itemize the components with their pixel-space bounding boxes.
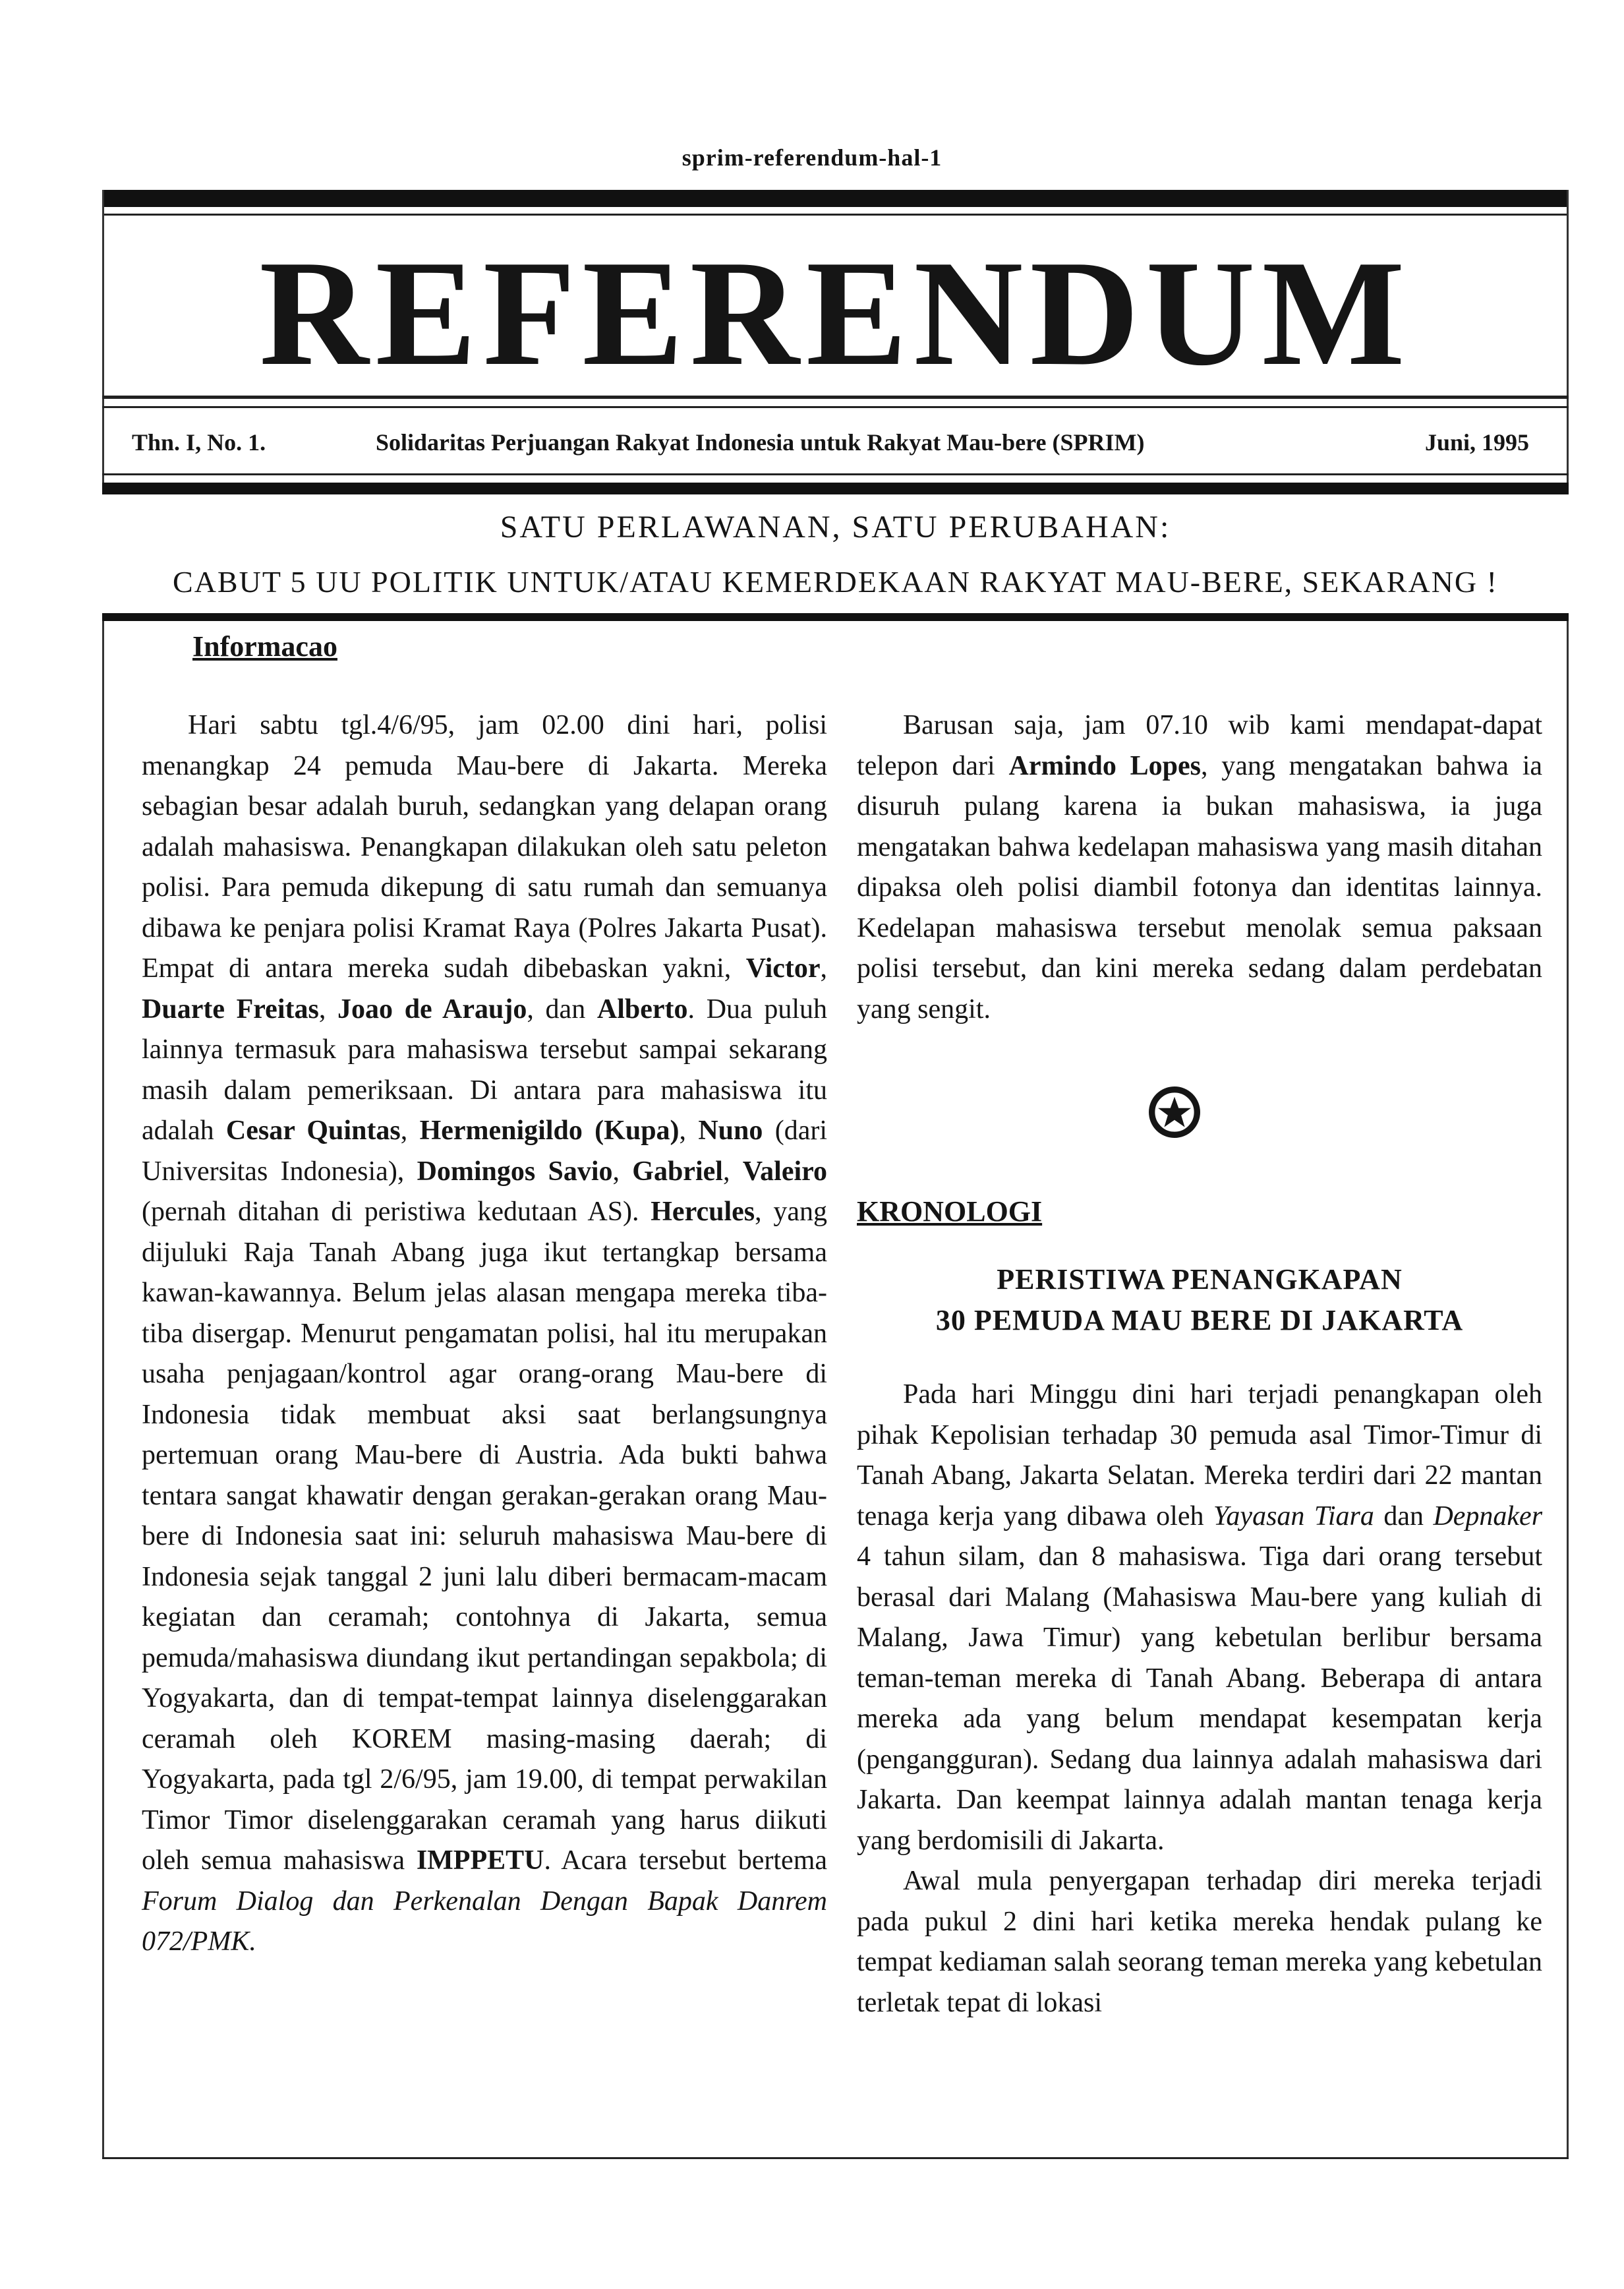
name-armindo-lopes: Armindo Lopes — [1008, 750, 1201, 781]
org-yayasan-tiara: Yayasan Tiara — [1213, 1501, 1374, 1531]
right-column — [857, 705, 1542, 1030]
body-right-line — [1567, 621, 1569, 2157]
top-thin-rule — [102, 214, 1569, 216]
kronologi-title: KRONOLOGI — [857, 1195, 1043, 1228]
bottom-rule — [102, 2157, 1569, 2159]
informacao-paragraph-2 — [857, 705, 1542, 1030]
masthead-bottom-rule-2 — [102, 406, 1569, 408]
issue-thick-rule — [102, 483, 1569, 494]
text-run: (dari Universitas Indonesia), — [142, 1115, 827, 1187]
text-run: , yang dijuluki Raja Tanah Abang juga ikut tertangkap bersama kawan-kawannya. Belum jelas alasan mengapa mereka tiba-tiba disergap. Menurut pengamatan polisi, hal itu merupakan usaha penjagaan/kontrol agar orang-orang Mau-bere di Indonesia tidak membuat aksi saat berlangsungnya pertemuan orang Mau-bere di Austria. Ada bukti bahwa tentara sangat khawatir dengan gerakan-gerakan orang Mau-bere di Indonesia saat ini: seluruh mahasiswa Mau-bere di Indonesia sejak tanggal 2 juni lalu diberi bermacam-macam kegiatan dan ceramah; contohnya di Jakarta, semua pemuda/mahasiswa diundang ikut pertandingan sepakbola; di Yogyakarta, dan di tempat-tempat lainnya diselenggarakan ceramah oleh KOREM masing-masing daerah; di Yogyakarta, pada tgl 2/6/95, jam 19.00, di tempat perwakilan Timor Timor diselenggarakan ceramah yang harus diikuti oleh semua mahasiswa — [142, 1197, 827, 1876]
body-left-line — [102, 621, 104, 2157]
name-valeiro: Valeiro — [742, 1156, 828, 1187]
informacao-title: Informacao — [192, 630, 337, 663]
text-run: . Dua puluh lainnya termasuk para mahasiswa tersebut sampai sekarang masih dalam pemeriksaan. Di antara para mahasiswa itu adalah — [142, 994, 828, 1146]
headline-bottom-rule — [102, 613, 1569, 621]
star-in-circle-icon — [1149, 1086, 1200, 1138]
issue-bottom-rule — [102, 473, 1569, 475]
masthead-title: REFERENDUM — [259, 229, 1412, 397]
name-victor: Victor — [745, 953, 821, 984]
kronologi-heading-line-1: PERISTIWA PENANGKAPAN — [997, 1263, 1403, 1295]
text-run: , yang mengatakan bahwa ia disuruh pulang karena ia bukan mahasiswa, ia juga mengatakan bahwa kedelapan mahasiswa yang masih ditahan dipaksa oleh polisi diambil fotonya dan identitas lainnya. Kedelapan mahasiswa tersebut menolak semua paksaan polisi tersebut, dan kini mereka sedang dalam perdebatan yang sengit. — [857, 750, 1543, 1025]
issue-info-row — [132, 429, 1529, 461]
headline-line-2: CABUT 5 UU POLITIK UNTUK/ATAU KEMERDEKAAN RAKYAT MAU-BERE, SEKARANG ! — [173, 565, 1498, 599]
left-column — [142, 705, 827, 1963]
name-cesar-quintas: Cesar Quintas — [225, 1115, 401, 1146]
name-nuno: Nuno — [698, 1115, 763, 1146]
kronologi-heading — [857, 1259, 1542, 1341]
text-run: (pernah ditahan di peristiwa kedutaan AS). — [142, 1197, 639, 1227]
publisher-name: Solidaritas Perjuangan Rakyat Indonesia untuk Rakyat Mau-bere (SPRIM) — [376, 429, 1145, 456]
kronologi-paragraph-2: Awal mula penyergapan terhadap diri mereka terjadi pada pukul 2 dini hari ketika mereka hendak pulang ke tempat kediaman salah seorang teman mereka yang kebetulan terletak tepat di lokasi — [857, 1866, 1542, 2018]
text-run: dan — [1383, 1501, 1424, 1531]
kronologi-heading-line-2: 30 PEMUDA MAU BERE DI JAKARTA — [935, 1304, 1464, 1336]
text-run: , dan — [527, 994, 586, 1025]
issue-date: Juni, 1995 — [1424, 429, 1529, 456]
issue-number: Thn. I, No. 1. — [132, 429, 266, 456]
text-run: Hari sabtu tgl.4/6/95, jam 02.00 dini hari, polisi menangkap 24 pemuda Mau-bere di Jakarta. Mereka sebagian besar adalah buruh, sedangkan yang delapan orang adalah mahasiswa. Penangkapan dilakukan oleh satu peleton polisi. Para pemuda dikepung di satu rumah dan semuanya dibawa ke penjara polisi Kramat Raya (Polres Jakarta Pusat). Empat di antara mereka sudah dibebaskan yakni, — [142, 710, 827, 984]
text-run: Barusan saja, jam 07.10 wib kami mendapat-dapat telepon dari — [857, 710, 1542, 781]
event-theme: Forum Dialog dan Perkenalan Dengan Bapak Danrem 072/PMK. — [142, 1886, 827, 1957]
name-gabriel: Gabriel — [632, 1156, 723, 1187]
name-hercules: Hercules — [651, 1197, 755, 1227]
headline-line-1: SATU PERLAWANAN, SATU PERUBAHAN: — [500, 510, 1171, 545]
informacao-paragraph-1: Hari sabtu tgl.4/6/95, jam 02.00 dini hari, polisi menangkap 24 pemuda Mau-bere di Jakarta. Mereka sebagian besar adalah buruh, sedangkan yang delapan orang adalah mahasiswa. Penangkapan dilakukan oleh satu peleton polisi. Para pemuda dikepung di satu rumah dan semuanya dibawa ke penjara polisi Kramat Raya (Polres Jakarta Pusat). Empat di antara mereka sudah dibebaskan yakni, Victor, Duarte Freitas, Joao de Araujo, dan Alberto. Dua puluh lainnya termasuk para mahasiswa tersebut sampai sekarang masih dalam pemeriksaan. Di antara para mahasiswa itu adalah Cesar Quintas, Hermenigildo (Kupa), Nuno (dari Universitas Indonesia), Domingos Savio, Gabriel, Valeiro (pernah ditahan di peristiwa kedutaan AS). Hercules, yang dijuluki Raja Tanah Abang juga ikut tertangkap bersama kawan-kawannya. Belum jelas alasan mengapa mereka tiba-tiba disergap. Menurut pengamatan polisi, hal itu merupakan usaha penjagaan/kontrol agar orang-orang Mau-bere di Indonesia tidak membuat aksi saat berlangsungnya pertemuan orang Mau-bere di Austria. Ada bukti bahwa tentara sangat khawatir dengan gerakan-gerakan orang Mau-bere di Indonesia saat ini: seluruh mahasiswa Mau-bere di Indonesia sejak tanggal 2 juni lalu diberi bermacam-macam kegiatan dan ceramah; contohnya di Jakarta, semua pemuda/mahasiswa diundang ikut pertandingan sepakbola; di Yogyakarta, dan di tempat-tempat lainnya diselenggarakan ceramah oleh KOREM masing-masing daerah; di Yogyakarta, pada tgl 2/6/95, jam 19.00, di tempat perwakilan Timor Timor diselenggarakan ceramah yang harus diikuti oleh semua mahasiswa IMPPETU. Acara tersebut bertema Forum Dialog dan Perkenalan Dengan Bapak Danrem 072/PMK. — [142, 710, 828, 1957]
text-run: Pada hari Minggu dini hari terjadi penangkapan oleh pihak Kepolisian terhadap 30 pemuda asal Timor-Timur di Tanah Abang, Jakarta Selatan. Mereka terdiri dari 22 mantan tenaga kerja yang dibawa oleh — [857, 1379, 1542, 1531]
name-alberto: Alberto — [596, 994, 688, 1025]
name-imppetu: IMPPETU — [416, 1845, 544, 1876]
text-run: . Acara tersebut bertema — [544, 1845, 828, 1876]
masthead-bottom-rule — [102, 396, 1569, 399]
name-hermenigildo: Hermenigildo (Kupa) — [419, 1115, 680, 1146]
name-domingos-savio: Domingos Savio — [417, 1156, 613, 1187]
org-depnaker: Depnaker — [1433, 1501, 1543, 1531]
text-run: 4 tahun silam, dan 8 mahasiswa. Tiga dari orang tersebut berasal dari Malang (Mahasiswa Mau-bere yang kuliah di Malang, Jawa Timur) yang kebetulan berlibur bersama teman-teman mereka di Tanah Abang. Beberapa di antara mereka ada yang belum mendapat kesempatan kerja (pengangguran). Sedang dua lainnya adalah mahasiswa dari Jakarta. Dan keempat lainnya adalah mantan tenaga kerja yang berdomisili di Jakarta. — [857, 1541, 1542, 1856]
name-joao-de-araujo: Joao de Araujo — [337, 994, 527, 1025]
kronologi-body — [857, 1375, 1542, 2023]
page-code: sprim-referendum-hal-1 — [682, 144, 942, 171]
kronologi-paragraph-1 — [857, 1375, 1542, 1861]
name-duarte-freitas: Duarte Freitas — [142, 994, 319, 1025]
top-thick-rule — [102, 190, 1569, 207]
